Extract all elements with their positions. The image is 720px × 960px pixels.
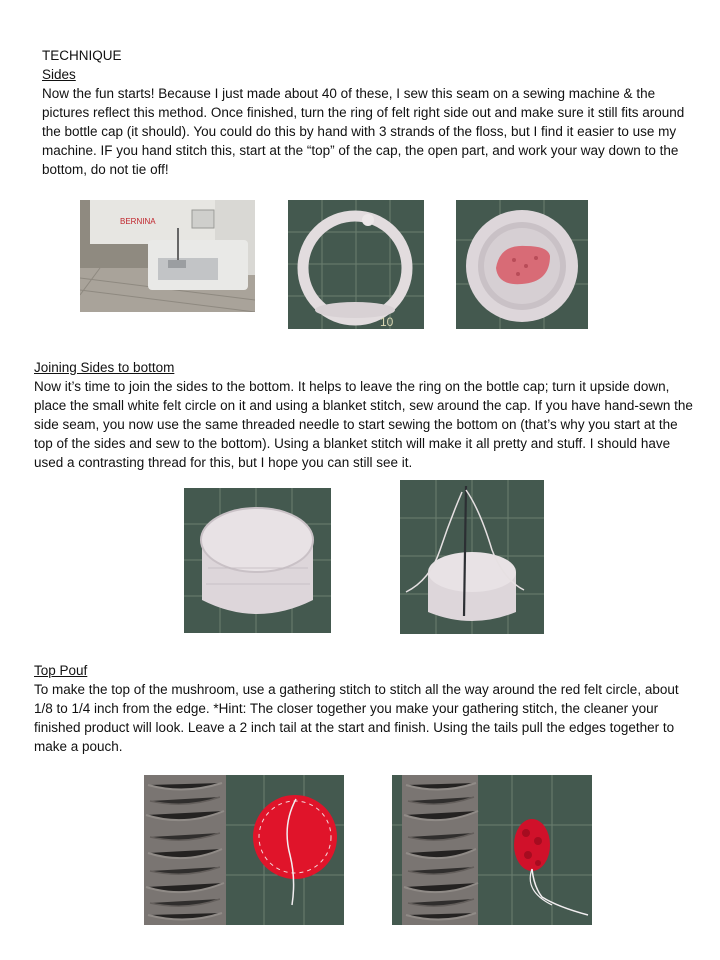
page-heading: TECHNIQUE <box>42 48 122 63</box>
ring-on-cap-photo <box>456 200 588 329</box>
joining-body: Now it’s time to join the sides to the bottom. It helps to leave the ring on the bottle cap; turn it upside down, place the small white felt circle on it and using a blanket stitch, sew around the cap. If you have hand-sewn the side seam, you now use the same threaded needle to start sewing the bottom on (that’s why you start at the top of the sides and sew to the bottom). Using a blanket stitch will make it all pretty and stuff. I should have used a contrasting thread for this, but I hope you can still see it. <box>34 379 693 470</box>
sides-body: Now the fun starts! Because I just made about 40 of these, I sew this seam on a sewing machine & the pictures reflect this method. Once finished, turn the ring of felt right side out and make sure it still fits around the bottle cap (it should). You could do this by hand with 3 strands of the floss, but I find it easier to use my machine. IF you hand stitch this, start at the “top” of the cap, the open part, and work your way down to the bottom, do not tie off! <box>42 86 685 177</box>
mat-number-label: 10 <box>380 315 394 329</box>
machine-brand-label: BERNINA <box>120 217 156 226</box>
felt-cylinder-photo <box>184 488 331 633</box>
gathered-pouf-photo <box>392 775 592 925</box>
top-pouf-body: To make the top of the mushroom, use a gathering stitch to stitch all the way around the red felt circle, about 1/8 to 1/4 inch from the edge. *Hint: The closer together you make your gathering stitch, the cleaner your finished product will look. Leave a 2 inch tail at the start and finish. Using the tails pull the edges together to make a pouch. <box>34 682 679 754</box>
felt-ring-photo <box>288 200 424 329</box>
top-pouf-title: Top Pouf <box>34 663 88 678</box>
blanket-stitch-photo <box>400 480 544 634</box>
joining-title: Joining Sides to bottom <box>34 360 175 375</box>
sides-title: Sides <box>42 67 76 82</box>
sewing-machine-photo <box>80 200 255 312</box>
red-felt-circle-photo <box>144 775 344 925</box>
